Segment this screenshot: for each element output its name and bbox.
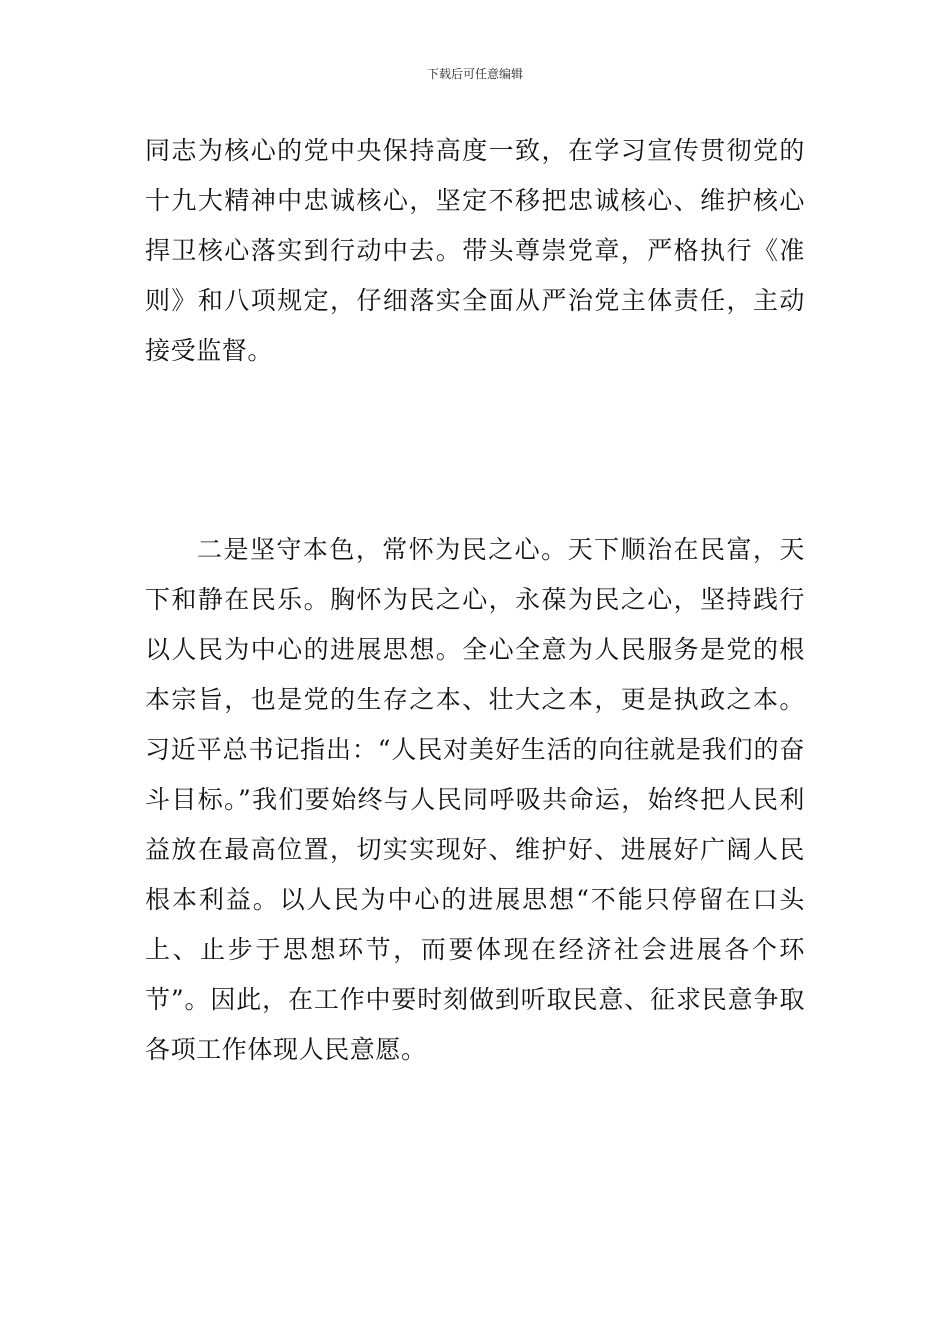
header-note: 下载后可任意编辑 — [426, 67, 523, 81]
body-paragraph-2: 二是坚守本色，常怀为民之心。天下顺治在民富，天下和静在民乐。胸怀为民之心，永葆为民之心，坚持践行以人民为中心的进展思想。全心全意为人民服务是党的根本宗旨，也是党的生存之本、壮大之本，更是执政之本。习近平总书记指出：“人民对美好生活的向往就是我们的奋斗目标。”我们要始终与人民同呼吸共命运，始终把人民利益放在最高位置，切实实现好、维护好、进展好广阔人民根本利益。以人民为中心的进展思想“不能只停留在口头上、止步于思想环节，而要体现在经济社会进展各个环节”。因此，在工作中要时刻做到听取民意、征求民意争取各项工作体现人民意愿。 — [145, 535, 805, 1064]
body-paragraph-1: 同志为核心的党中央保持高度一致，在学习宣传贯彻党的十九大精神中忠诚核心，坚定不移把忠诚核心、维护核心捍卫核心落实到行动中去。带头尊崇党章，严格执行《准则》和八项规定，仔细落实全面从严治党主体责任，主动接受监督。 — [145, 136, 805, 365]
